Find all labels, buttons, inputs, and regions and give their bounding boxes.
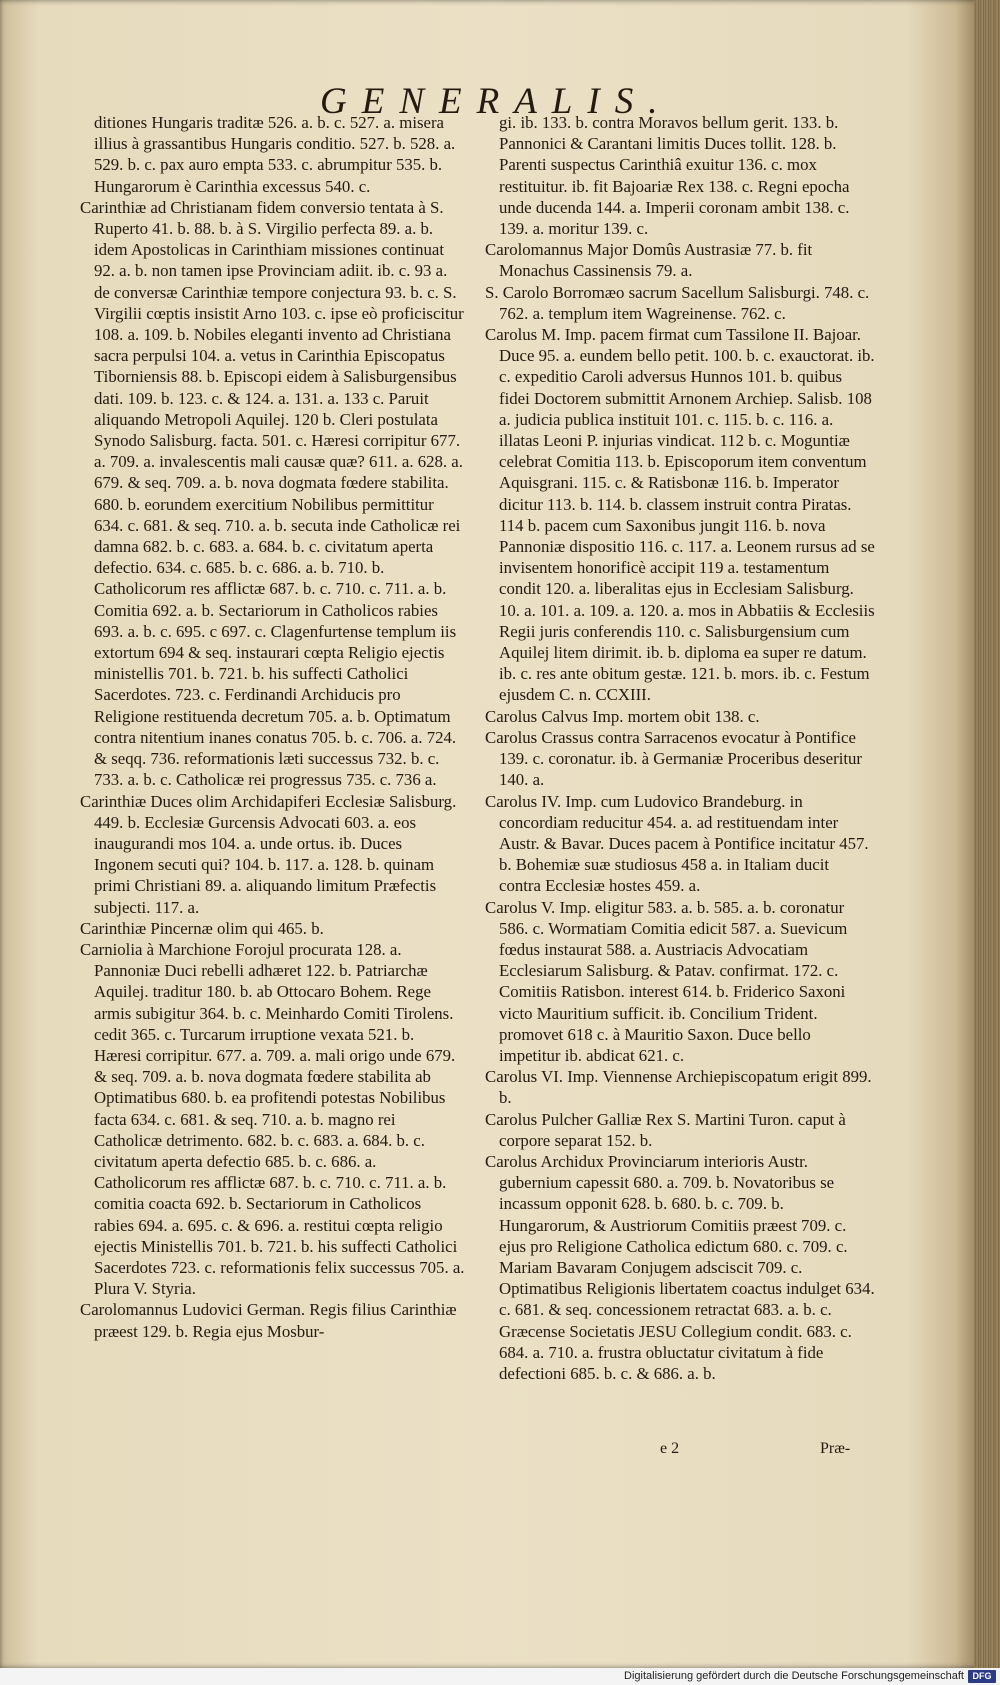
- index-entry-text: Carolus Calvus Imp. mortem obit 138. c.: [485, 706, 760, 726]
- index-entry: [485, 897, 875, 1067]
- index-entry: [80, 112, 465, 197]
- index-entry: [485, 706, 875, 727]
- index-entry-text: Carolomannus Ludovici German. Regis filius Carinthiæ præest 129. b. Regia ejus Mosbur-: [80, 1300, 457, 1341]
- footer-credit: Digitalisierung gefördert durch die Deutsche Forschungsgemeinschaft: [624, 1670, 964, 1682]
- index-entry-text: Carolus V. Imp. eligitur 583. a. b. 585. a. b. coronatur 586. c. Wormatiam Comitia edicit 587. a. Suevicum fœdus instaurat 588. a. Austriacis Advocatiam Ecclesiarum Salisburg. & Patav. confirmat. 172. c. Comitiis Ratisbon. interest 614. b. Friderico Saxoni victo Mauritium sufficit. ib. Concilium Trident. promovet 618 c. à Mauritio Saxon. Duce bello impetitur ib. abdicat 621. c.: [485, 897, 848, 1065]
- index-entry: [485, 1066, 875, 1108]
- index-entry: [80, 939, 465, 1299]
- index-entry-text: Carolus Archidux Provinciarum interioris Austr. gubernium capessit 680. a. 709. b. Novatoribus se incassum opponit 628. b. 680. b. c. 709. b. Hungarorum, & Austriorum Comitiis præest 709. c. ejus pro Religione Catholica edictum 680. c. 709. c. Mariam Bavaram Conjugem adsciscit 709. c. Optimatibus Religionis libertatem coactus indulget 634. c. 681. & seq. concessionem retractat 683. a. b. c. Græcense Societatis JESU Collegium condit. 683. c. 684. a. 710. a. frustra obluctatur civitatum à fide defectioni 685. b. c. & 686. a. b.: [485, 1151, 875, 1383]
- index-entry-text: gi. ib. 133. b. contra Moravos bellum gerit. 133. b. Pannonici & Carantani limitis Duces tollit. 128. b. Parenti suspectus Carinthiâ exuitur 136. c. mox restituitur. ib. fit Bajoariæ Rex 138. c. Regni epocha unde ducenda 144. a. Imperii coronam ambit 138. c. 139. a. moritur 139. c.: [499, 113, 850, 239]
- left-column: [80, 112, 465, 1342]
- index-entry-text: S. Carolo Borromæo sacrum Sacellum Salisburgi. 748. c. 762. a. templum item Wagreinense. 762. c.: [485, 282, 870, 323]
- index-entry: [485, 791, 875, 897]
- index-entry-text: Carolus IV. Imp. cum Ludovico Brandeburg. in concordiam reducitur 454. a. ad restituendam inter Austr. & Bavar. Duces pacem à Pontifice incitatur 457. b. Bohemiæ suæ studiosus 458 a. in Italiam ducit contra Ecclesiæ hostes 459. a.: [485, 791, 869, 896]
- index-entry-text: Carinthiæ Duces olim Archidapiferi Ecclesiæ Salisburg. 449. b. Ecclesiæ Gurcensis Advocati 603. a. eos inaugurandi mos 104. a. unde ortus. ib. Duces Ingonem secuti qui? 104. b. 117. a. 128. b. quinam primi Christiani 89. a. aliquando limitum Præfectis subjecti. 117. a.: [80, 791, 457, 917]
- catchword: Præ-: [820, 1440, 851, 1457]
- page-edge: [974, 0, 1000, 1668]
- footer-bar: [0, 1668, 1000, 1685]
- index-entry: [485, 282, 875, 324]
- index-entry-text: Carolus Pulcher Galliæ Rex S. Martini Turon. caput à corpore separat 152. b.: [485, 1109, 846, 1150]
- running-head: GENERALIS.: [320, 81, 673, 122]
- index-entry: [485, 727, 875, 791]
- index-entry: [485, 239, 875, 281]
- index-entry: [80, 197, 465, 791]
- index-entry-text: Carinthiæ Pincernæ olim qui 465. b.: [80, 918, 324, 938]
- index-entry: [485, 1151, 875, 1384]
- index-entry-text: Carolomannus Major Domûs Austrasiæ 77. b. fit Monachus Cassinensis 79. a.: [485, 240, 813, 281]
- index-entry: [80, 791, 465, 918]
- index-entry-text: ditiones Hungaris traditæ 526. a. b. c. 527. a. misera illius à grassantibus Hungaris conditio. 527. b. 528. a. 529. b. c. pax auro empta 533. c. abrumpitur 535. b. Hungarorum è Carinthia excessus 540. c.: [94, 113, 456, 196]
- index-entry: [485, 1109, 875, 1151]
- index-entry: [485, 324, 875, 706]
- index-entry-text: Carinthiæ ad Christianam fidem conversio tentata à S. Ruperto 41. b. 88. b. à S. Virgilio perfecta 89. a. b. idem Apostolicas in Carinthiam missiones continuat 92. a. b. non tamen ipse Provinciam adiit. ib. c. 93 a. de conversæ Carinthiæ tempore conjectura 93. b. c. S. Virgilii cœptis insistit Arno 103. c. ipse eò proficiscitur 108. a. 109. b. Nobiles eleganti invento ad Christiana sacra perpulsi 104. a. vetus in Carinthia Episcopatus Tiborniensis 88. b. Episcopi eidem à Salisburgensibus dati. 109. b. 123. c. & 124. a. 131. a. 133 c. Paruit aliquando Metropoli Aquilej. 120 b. Cleri postulata Synodo Salisburg. facta. 501. c. Hæresi corripitur 677. a. 709. a. invalescentis mali causæ quæ? 611. a. 628. a. 679. & seq. 709. a. b. nova dogmata fœdere stabilita. 680. b. eorundem exercitium Nobilibus permittitur 634. c. 681. & seq. 710. a. b. secuta inde Catholicæ rei damna 682. b. c. 683. a. 684. b. c. civitatum aperta defectio. 634. c. 685. b. c. 686. a. b. 710. b. Catholicorum res afflictæ 687. b. c. 710. c. 711. a. b. Comitia 692. a. b. Sectariorum in Catholicos rabies 693. a. b. c. 695. c 697. c. Clagenfurtense templum iis extortum 694 & seq. instaurari cœpta Religio ejectis ministellis 701. b. 721. b. his suffecti Catholici Sacerdotes. 723. c. Ferdinandi Archiducis pro Religione restituenda decretum 705. a. b. Optimatum contra nitentium inanes conatus 705. b. c. 706. a. 724. & seqq. 736. reformationis læti successus 732. b. c. 733. a. b. c. Catholicæ rei progressus 735. c. 736 a.: [80, 197, 464, 790]
- dfg-logo: DFG: [968, 1670, 996, 1683]
- index-entry-text: Carolus VI. Imp. Viennense Archiepiscopatum erigit 899. b.: [485, 1067, 872, 1108]
- index-entry: [80, 1299, 465, 1341]
- index-entry-text: Carniolia à Marchione Forojul procurata 128. a. Pannoniæ Duci rebelli adhæret 122. b. Patriarchæ Aquilej. traditur 180. b. ab Ottocaro Bohem. Rege armis subigitur 364. b. c. Meinhardo Comiti Tirolens. cedit 365. c. Turcarum irruptione vexata 521. b. Hæresi corripitur. 677. a. 709. a. mali origo unde 679. & seq. 709. a. b. nova dogmata fœdere stabilita ab Optimatibus 680. b. ea profitendi potestas Nobilibus facta 634. c. 681. & seq. 710. a. b. magno rei Catholicæ detrimento. 682. b. c. 683. a. 684. b. c. civitatum aperta defectio 685. b. c. 686. a. Catholicorum res afflictæ 687. b. c. 710. c. 711. a. b. comitia coacta 692. b. Sectariorum in Catholicos rabies 694. a. 695. c. & 696. a. restitui cœpta religio ejectis Ministellis 701. b. 721. b. his suffecti Catholici Sacerdotes 723. c. reformationis felix successus 705. a. Plura V. Styria.: [80, 939, 465, 1299]
- signature-mark: e 2: [660, 1440, 680, 1457]
- index-entry-text: Carolus Crassus contra Sarracenos evocatur à Pontifice 139. c. coronatur. ib. à Germaniæ Proceribus deseritur 140. a.: [485, 727, 863, 790]
- index-entry: [80, 918, 465, 939]
- index-entry: [485, 112, 875, 239]
- index-entry-text: Carolus M. Imp. pacem firmat cum Tassilone II. Bajoar. Duce 95. a. eundem bello petit. 100. b. c. exauctorat. ib. c. expeditio Caroli adversus Hunnos 101. b. quibus fidei Doctorem submittit Arnonem Archiep. Salisb. 108 a. judicia publica instituit 101. c. 115. b. c. 116. a. illatas Leoni P. injurias vindicat. 112 b. c. Moguntiæ celebrat Comitia 113. b. Episcoporum item conventum Aquisgrani. 115. c. & Ratisbonæ 116. b. Imperator dicitur 113. b. 114. b. classem instruit contra Piratas. 114 b. pacem cum Saxonibus jungit 116. b. nova Pannoniæ dispositio 116. c. 117. a. Leonem rursus ad se invisentem honorificè accipit 119 a. testamentum condit 120. a. liberalitas ejus in Ecclesiam Salisburg. 10. a. 101. a. 109. a. 120. a. mos in Abbatiis & Ecclesiis Regii juris conferendis 110. c. Salisburgensium cum Aquilej litem dirimit. ib. b. diploma ea super re datum. ib. c. res ante obitum gestæ. 121. b. mors. ib. c. Festum ejusdem C. n. CCXIII.: [485, 325, 875, 705]
- right-column: [485, 112, 875, 1384]
